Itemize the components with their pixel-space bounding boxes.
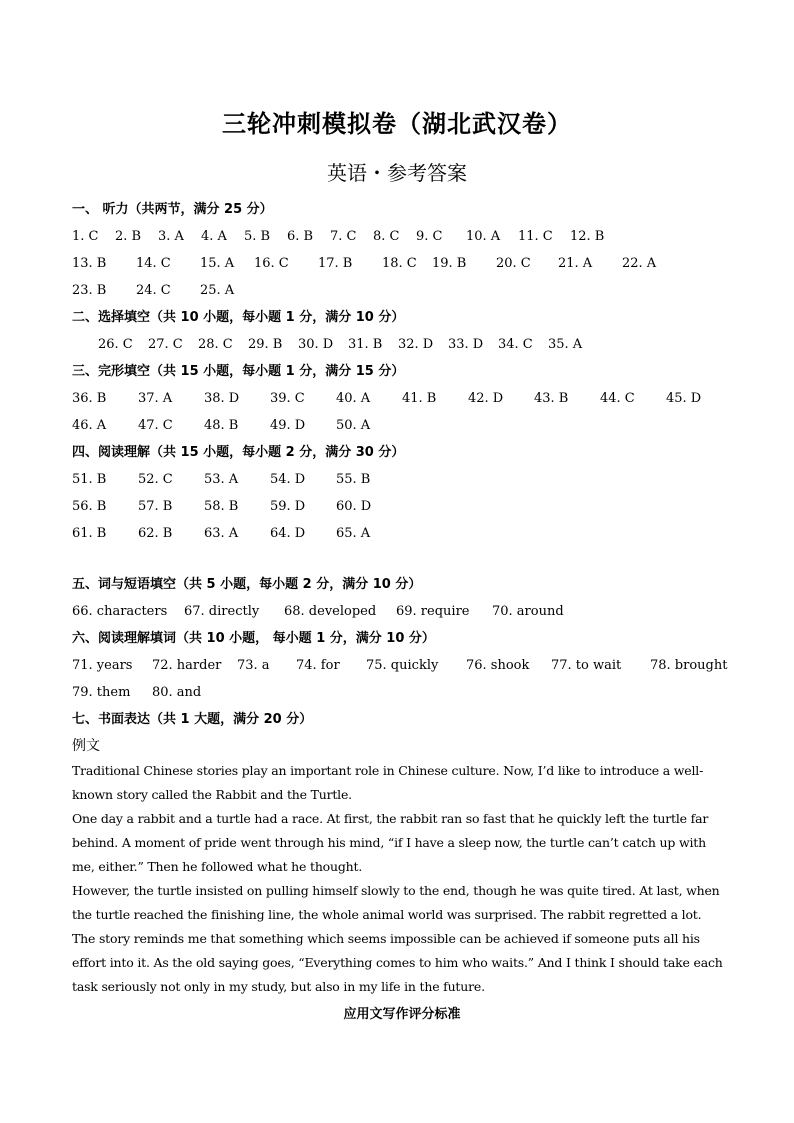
sample-essay-label: 例文 bbox=[72, 738, 100, 754]
section-heading-cloze: 三、完形填空（共 15 小题，每小题 1 分，满分 15 分） bbox=[72, 364, 405, 379]
section-heading-word-fill: 五、词与短语填空（共 5 小题，每小题 2 分，满分 10 分） bbox=[72, 577, 422, 592]
answer-item: 79. them bbox=[72, 685, 131, 700]
answer-item: 6. B bbox=[287, 229, 314, 244]
answer-item: 13. B bbox=[72, 256, 107, 271]
answer-item: 19. B bbox=[432, 256, 467, 271]
answer-item: 29. B bbox=[248, 337, 283, 352]
answer-item: 55. B bbox=[336, 472, 371, 487]
answer-item: 14. C bbox=[136, 256, 171, 271]
answer-item: 49. D bbox=[270, 418, 306, 433]
answer-item: 23. B bbox=[72, 283, 107, 298]
answer-item: 59. D bbox=[270, 499, 306, 514]
answer-item: 45. D bbox=[666, 391, 702, 406]
answer-item: 22. A bbox=[622, 256, 657, 271]
answer-item: 75. quickly bbox=[366, 658, 439, 673]
section-heading-reading: 四、阅读理解（共 15 小题，每小题 2 分，满分 30 分） bbox=[72, 445, 405, 460]
answer-item: 26. C bbox=[98, 337, 133, 352]
page-subtitle: 英语・参考答案 bbox=[327, 161, 467, 185]
answer-row bbox=[72, 223, 732, 250]
answer-item: 27. C bbox=[148, 337, 183, 352]
answer-item: 31. B bbox=[348, 337, 383, 352]
answer-item: 38. D bbox=[204, 391, 240, 406]
answer-item: 61. B bbox=[72, 526, 107, 541]
answer-item: 41. B bbox=[402, 391, 437, 406]
answer-row bbox=[72, 679, 732, 706]
essay-paragraph: However, the turtle insisted on pulling himself slowly to the end, though he was quite tired. At last, when the turtle reached the finishing line, the whole animal world was surprised. The rabbit regretted a lot. bbox=[72, 883, 720, 922]
answer-item: 50. A bbox=[336, 418, 371, 433]
answer-item: 52. C bbox=[138, 472, 173, 487]
answer-item: 1. C bbox=[72, 229, 99, 244]
answer-item: 2. B bbox=[115, 229, 142, 244]
answer-item: 47. C bbox=[138, 418, 173, 433]
essay-paragraph: One day a rabbit and a turtle had a race. At first, the rabbit ran so fast that he quickly left the turtle far behind. A moment of pride went through his mind, “if I have a sleep now, the turtle can’t catch up with me, either.” Then he followed what he thought. bbox=[72, 811, 709, 874]
answer-item: 36. B bbox=[72, 391, 107, 406]
page-title: 三轮冲刺模拟卷（湖北武汉卷） bbox=[222, 110, 572, 138]
answer-item: 37. A bbox=[138, 391, 173, 406]
answer-item: 80. and bbox=[152, 685, 202, 700]
answer-item: 35. A bbox=[548, 337, 583, 352]
answer-item: 24. C bbox=[136, 283, 171, 298]
answer-item: 73. a bbox=[237, 658, 270, 673]
section-heading-writing: 七、书面表达（共 1 大题，满分 20 分） bbox=[72, 712, 313, 727]
answer-item: 40. A bbox=[336, 391, 371, 406]
answer-item: 5. B bbox=[244, 229, 271, 244]
answer-item: 4. A bbox=[201, 229, 227, 244]
answer-item: 54. D bbox=[270, 472, 306, 487]
answer-item: 33. D bbox=[448, 337, 484, 352]
answer-row bbox=[72, 652, 732, 679]
answer-item: 51. B bbox=[72, 472, 107, 487]
essay-paragraph: Traditional Chinese stories play an important role in Chinese culture. Now, I’d like to introduce a well-known story called the Rabbit and the Turtle. bbox=[72, 763, 704, 802]
answer-item: 48. B bbox=[204, 418, 239, 433]
section-heading-listening: 一、 听力（共两节，满分 25 分） bbox=[72, 202, 273, 217]
answer-item: 30. D bbox=[298, 337, 334, 352]
answer-row bbox=[72, 277, 732, 304]
answer-item: 42. D bbox=[468, 391, 504, 406]
answer-item: 28. C bbox=[198, 337, 233, 352]
answer-item: 18. C bbox=[382, 256, 417, 271]
scoring-criteria-heading: 应用文写作评分标准 bbox=[343, 1007, 461, 1022]
answer-item: 20. C bbox=[496, 256, 531, 271]
answer-item: 63. A bbox=[204, 526, 239, 541]
answer-row bbox=[72, 466, 732, 493]
sample-essay bbox=[72, 759, 732, 999]
answer-item: 3. A bbox=[158, 229, 184, 244]
answer-row bbox=[72, 331, 732, 358]
spacer bbox=[72, 547, 732, 571]
answer-item: 34. C bbox=[498, 337, 533, 352]
answer-item: 25. A bbox=[200, 283, 235, 298]
answer-item: 21. A bbox=[558, 256, 593, 271]
answer-item: 77. to wait bbox=[551, 658, 622, 673]
answer-item: 58. B bbox=[204, 499, 239, 514]
answer-item: 72. harder bbox=[152, 658, 222, 673]
answer-item: 67. directly bbox=[184, 604, 260, 619]
section-heading-multiple-choice: 二、选择填空（共 10 小题，每小题 1 分，满分 10 分） bbox=[72, 310, 405, 325]
answer-item: 60. D bbox=[336, 499, 372, 514]
answer-item: 16. C bbox=[254, 256, 289, 271]
answer-item: 12. B bbox=[570, 229, 605, 244]
answer-item: 62. B bbox=[138, 526, 173, 541]
essay-paragraph: The story reminds me that something which seems impossible can be achieved if someone puts all his effort into it. As the old saying goes, “Everything comes to him who waits.” And I think I should take each task seriously not only in my study, but also in my life in the future. bbox=[72, 931, 723, 994]
answer-item: 17. B bbox=[318, 256, 353, 271]
answer-item: 70. around bbox=[492, 604, 564, 619]
answer-item: 78. brought bbox=[650, 658, 728, 673]
answer-item: 53. A bbox=[204, 472, 239, 487]
answer-item: 69. require bbox=[396, 604, 470, 619]
answer-row bbox=[72, 598, 732, 625]
answer-row bbox=[72, 412, 732, 439]
answer-item: 7. C bbox=[330, 229, 357, 244]
answer-item: 39. C bbox=[270, 391, 305, 406]
answer-item: 56. B bbox=[72, 499, 107, 514]
answer-item: 8. C bbox=[373, 229, 400, 244]
answer-item: 71. years bbox=[72, 658, 133, 673]
answer-item: 74. for bbox=[296, 658, 340, 673]
answer-item: 46. A bbox=[72, 418, 107, 433]
answer-item: 32. D bbox=[398, 337, 434, 352]
answer-body bbox=[72, 196, 732, 1022]
answer-row bbox=[72, 493, 732, 520]
answer-item: 68. developed bbox=[284, 604, 377, 619]
answer-item: 43. B bbox=[534, 391, 569, 406]
answer-item: 66. characters bbox=[72, 604, 168, 619]
answer-item: 11. C bbox=[518, 229, 553, 244]
section-heading-reading-fill: 六、阅读理解填词（共 10 小题， 每小题 1 分，满分 10 分） bbox=[72, 631, 435, 646]
answer-item: 57. B bbox=[138, 499, 173, 514]
answer-item: 15. A bbox=[200, 256, 235, 271]
answer-item: 76. shook bbox=[466, 658, 530, 673]
answer-item: 65. A bbox=[336, 526, 371, 541]
answer-item: 64. D bbox=[270, 526, 306, 541]
answer-item: 10. A bbox=[466, 229, 501, 244]
answer-item: 9. C bbox=[416, 229, 443, 244]
answer-row bbox=[72, 520, 732, 547]
answer-row bbox=[72, 250, 732, 277]
answer-item: 44. C bbox=[600, 391, 635, 406]
answer-row bbox=[72, 385, 732, 412]
